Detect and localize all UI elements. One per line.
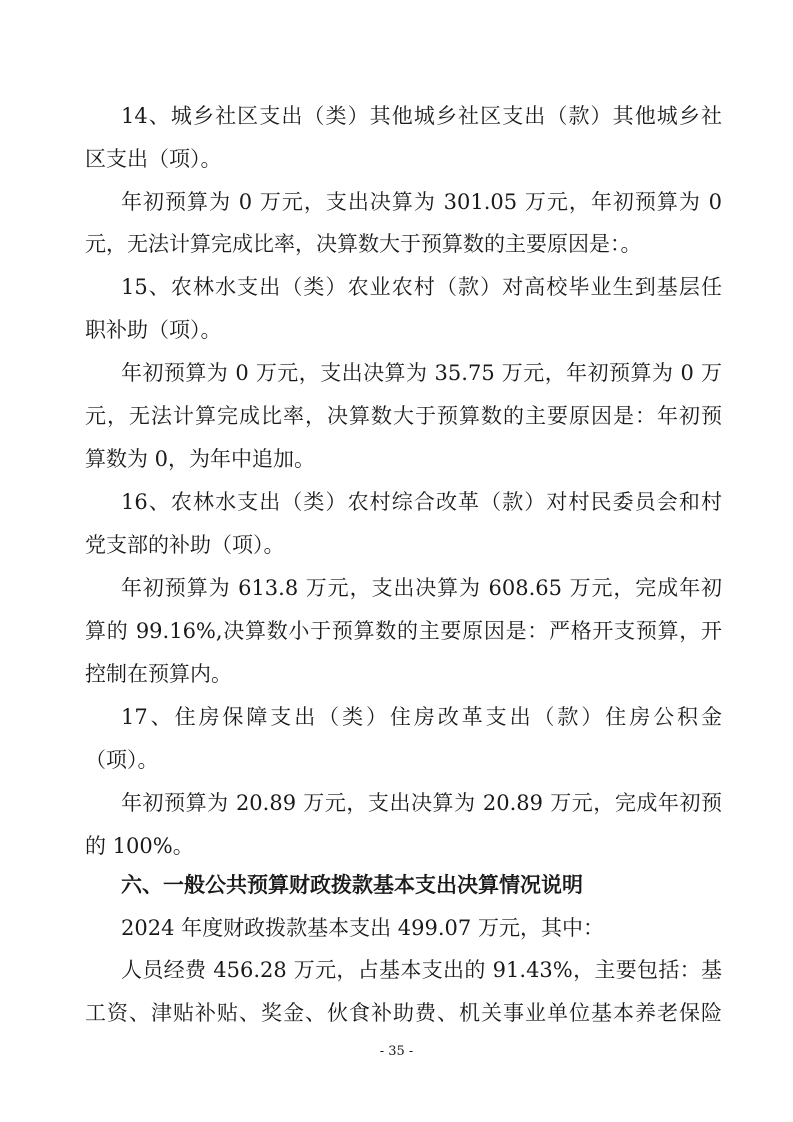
item-17-body: 年初预算为 20.89 万元，支出决算为 20.89 万元，完成年初预	[121, 791, 722, 815]
item-17-heading-cont: （项）。	[85, 748, 159, 772]
personnel-expense-text-cont: 工资、津贴补贴、奖金、伙食补助费、机关事业单位基本养老保险	[85, 1001, 722, 1025]
page-number: - 35 -	[379, 1044, 414, 1059]
item-17-body-cont: 的 100%。	[85, 834, 194, 858]
item-15-heading: 15、农林水支出（类）农业农村（款）对高校毕业生到基层任	[121, 275, 722, 299]
item-16-body: 年初预算为 613.8 万元，支出决算为 608.65 万元，完成年初	[121, 576, 722, 600]
item-16-body-end: 控制在预算内。	[85, 662, 232, 686]
item-16-body-cont: 算的 99.16%,决算数小于预算数的主要原因是：严格开支预算，开	[85, 619, 722, 643]
item-15-body: 年初预算为 0 万元，支出决算为 35.75 万元，年初预算为 0 万	[121, 361, 722, 385]
item-14-body: 年初预算为 0 万元，支出决算为 301.05 万元，年初预算为 0	[121, 190, 722, 214]
item-14-body-cont: 元，无法计算完成比率，决算数大于预算数的主要原因是：。	[85, 232, 642, 256]
item-16-heading-cont: 党支部的补助（项）。	[85, 533, 285, 557]
item-16-heading: 16、农林水支出（类）农村综合改革（款）对村民委员会和村	[121, 490, 722, 514]
item-15-body-cont: 元，无法计算完成比率，决算数大于预算数的主要原因是：年初预	[85, 404, 722, 428]
personnel-expense-text: 人员经费 456.28 万元，占基本支出的 91.43%，主要包括：基	[121, 958, 722, 982]
item-17-heading: 17、住房保障支出（类）住房改革支出（款）住房公积金	[121, 705, 722, 729]
section-6-summary: 2024 年度财政拨款基本支出 499.07 万元，其中：	[121, 916, 604, 940]
section-6-heading: 六、一般公共预算财政拨款基本支出决算情况说明	[121, 872, 583, 897]
item-15-heading-cont: 职补助（项）。	[85, 318, 222, 342]
item-14-heading: 14、城乡社区支出（类）其他城乡社区支出（款）其他城乡社	[121, 104, 722, 128]
item-14-heading-cont: 区支出（项）。	[85, 147, 222, 171]
item-15-body-end: 算数为 0，为年中追加。	[85, 447, 316, 471]
